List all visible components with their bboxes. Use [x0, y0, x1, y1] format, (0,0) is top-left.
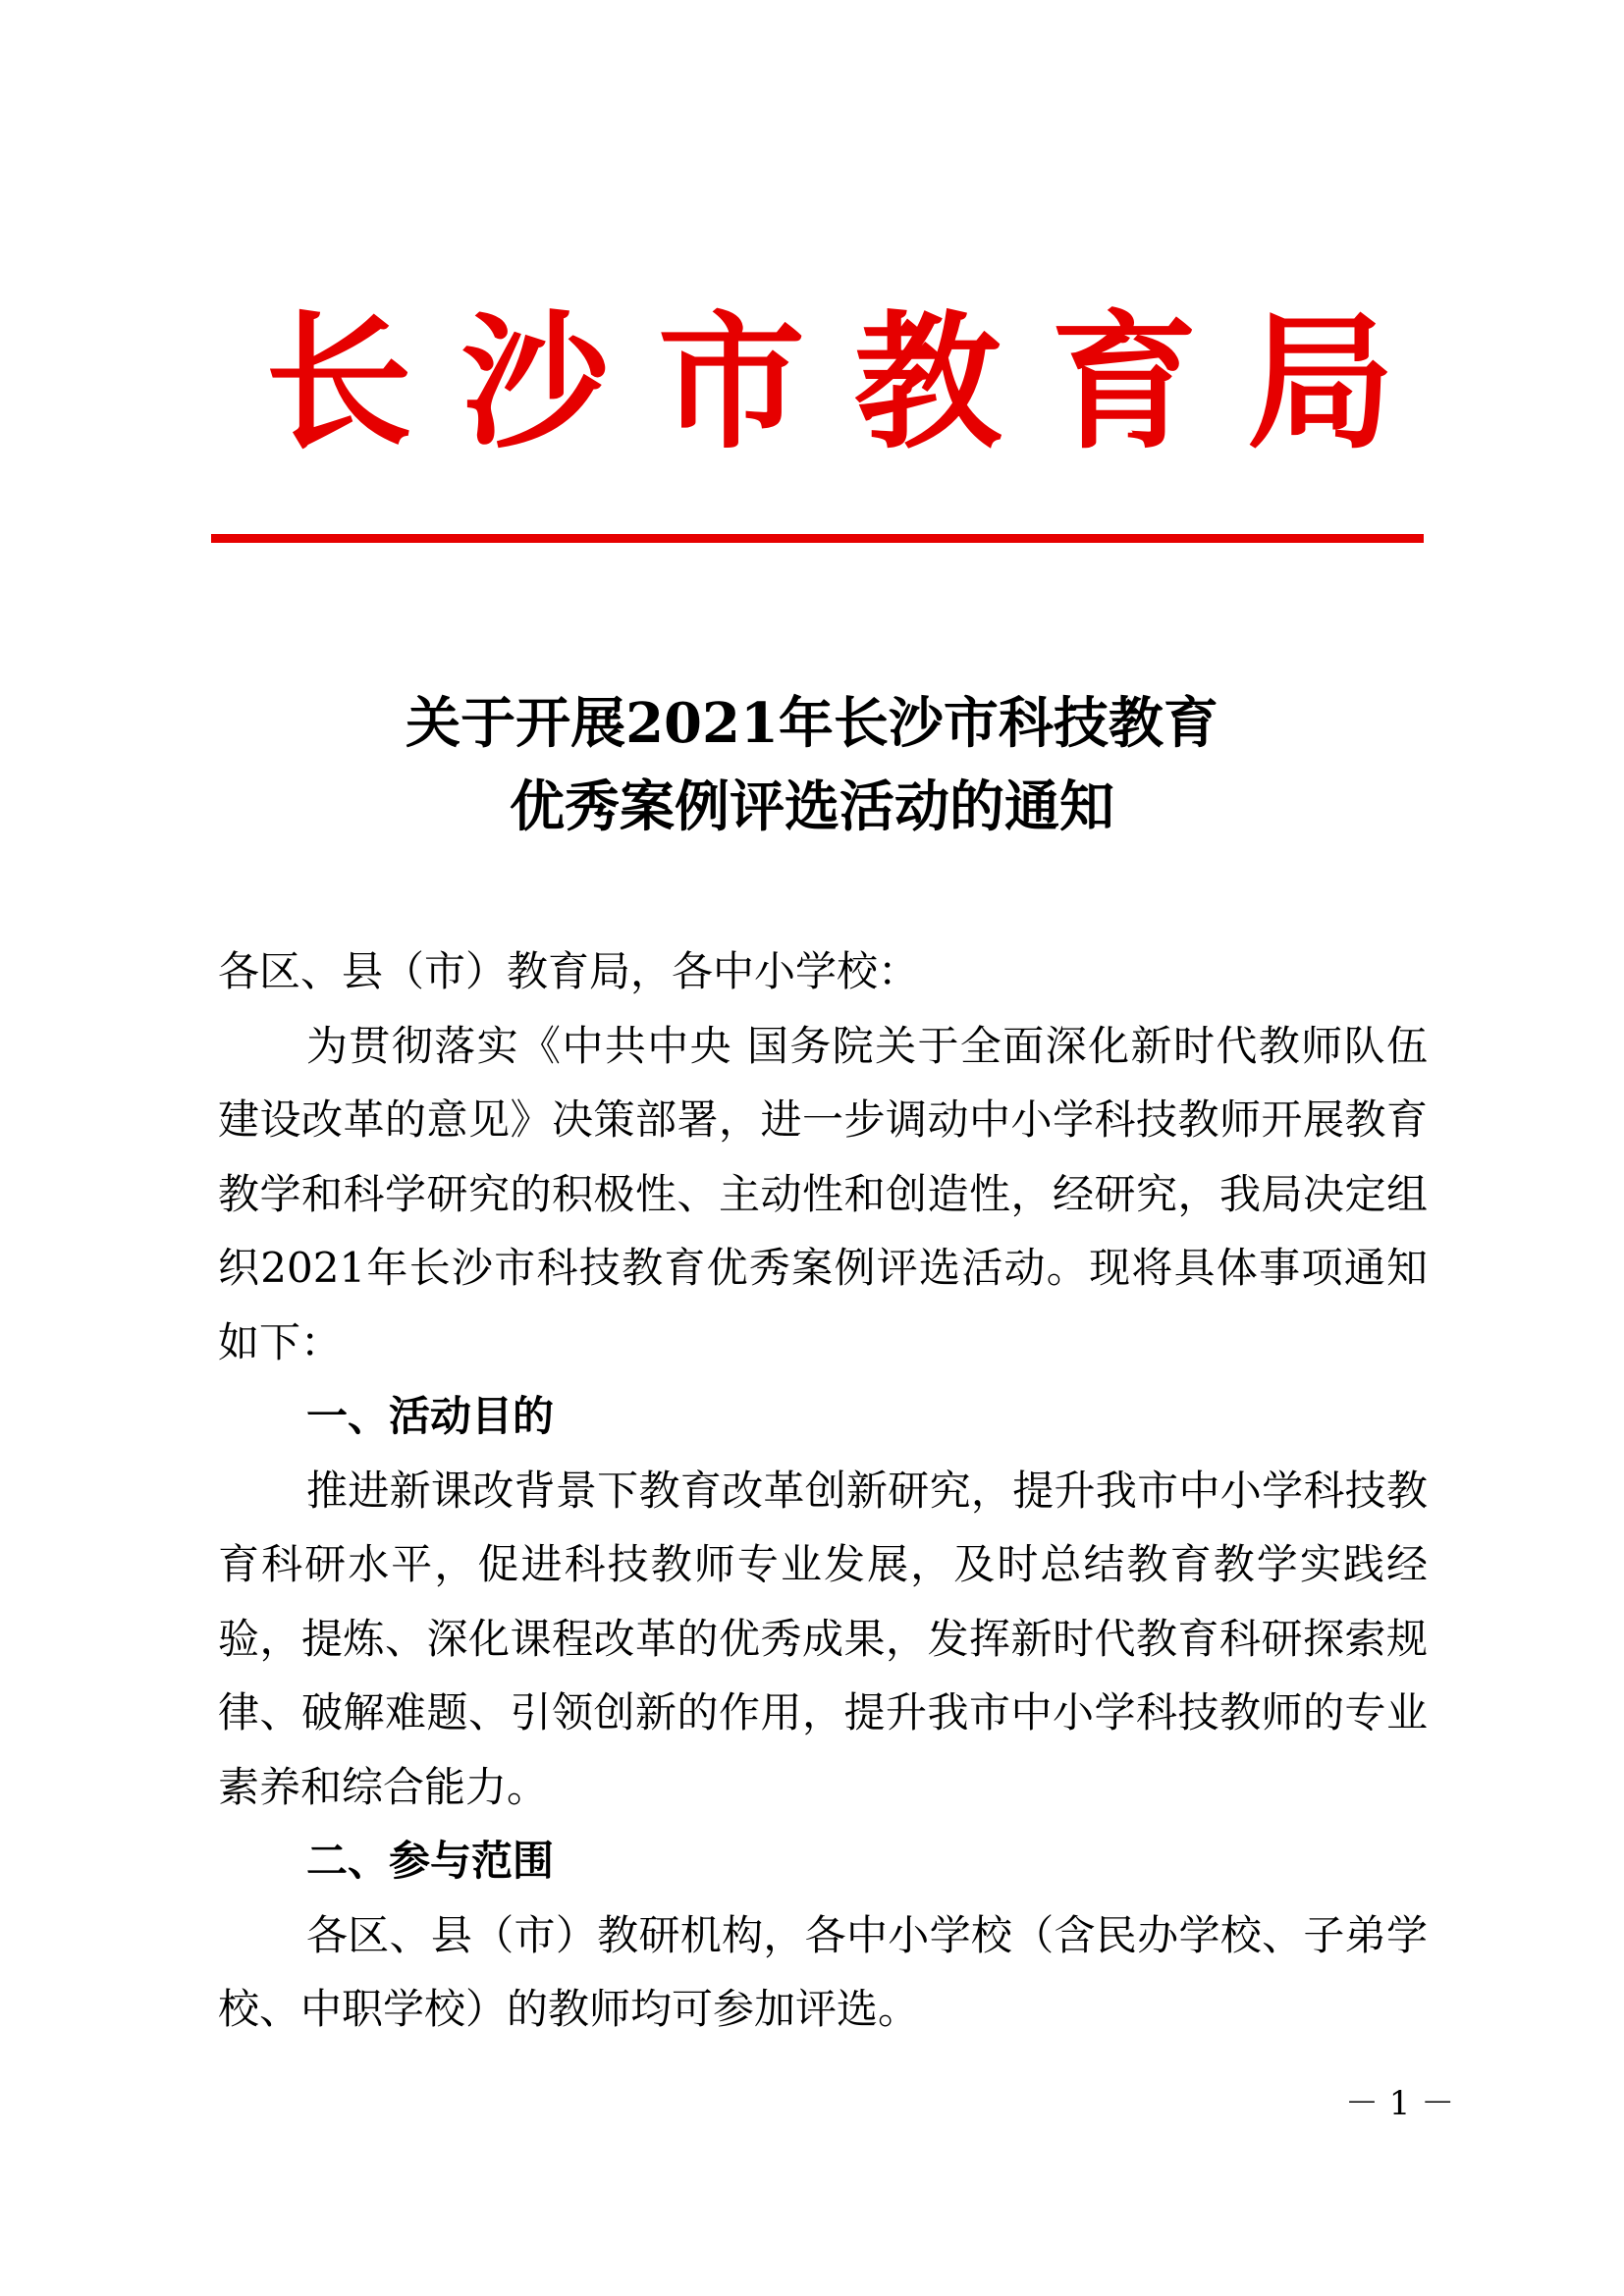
- document-title-line-2: 优秀案例评选活动的通知: [510, 774, 1114, 839]
- document-body: [218, 934, 1428, 2047]
- header-char: 局: [1246, 296, 1394, 469]
- section-1-heading: 一、活动目的: [306, 1392, 555, 1440]
- section-1-paragraph: 推进新课改背景下教育改革创新研究，提升我市中小学科技教育科研水平，促进科技教师专业发展，及时总结教育教学实践经验，提炼、深化课程改革的优秀成果，发挥新时代教育科研探索规律、破解难题、引领创新的作用，提升我市中小学科技教师的专业素养和综合能力。: [218, 1466, 1428, 1811]
- header-char: 教: [853, 296, 1001, 469]
- document-title: [0, 682, 1624, 849]
- salutation: 各区、县（市）教育局，各中小学校：: [218, 947, 920, 995]
- page-number: － 1 －: [1345, 2084, 1455, 2123]
- document-title-line-1: 关于开展2021年长沙市科技教育: [406, 691, 1218, 756]
- section-2-heading: 二、参与范围: [306, 1837, 555, 1885]
- header-char: 育: [1050, 296, 1198, 469]
- issuing-authority-header: [265, 296, 1394, 469]
- header-char: 沙: [460, 296, 609, 469]
- header-char: 市: [657, 296, 805, 469]
- intro-paragraph: 为贯彻落实《中共中央 国务院关于全面深化新时代教师队伍建设改革的意见》决策部署，进一步调动中小学科技教师开展教育教学和科学研究的积极性、主动性和创造性，经研究，我局决定组织2021年长沙市科技教育优秀案例评选活动。现将具体事项通知如下：: [218, 1021, 1428, 1366]
- section-2-paragraph: 各区、县（市）教研机构，各中小学校（含民办学校、子弟学校、中职学校）的教师均可参加评选。: [218, 1910, 1428, 2033]
- header-red-divider: [211, 534, 1424, 543]
- header-char: 长: [265, 296, 413, 469]
